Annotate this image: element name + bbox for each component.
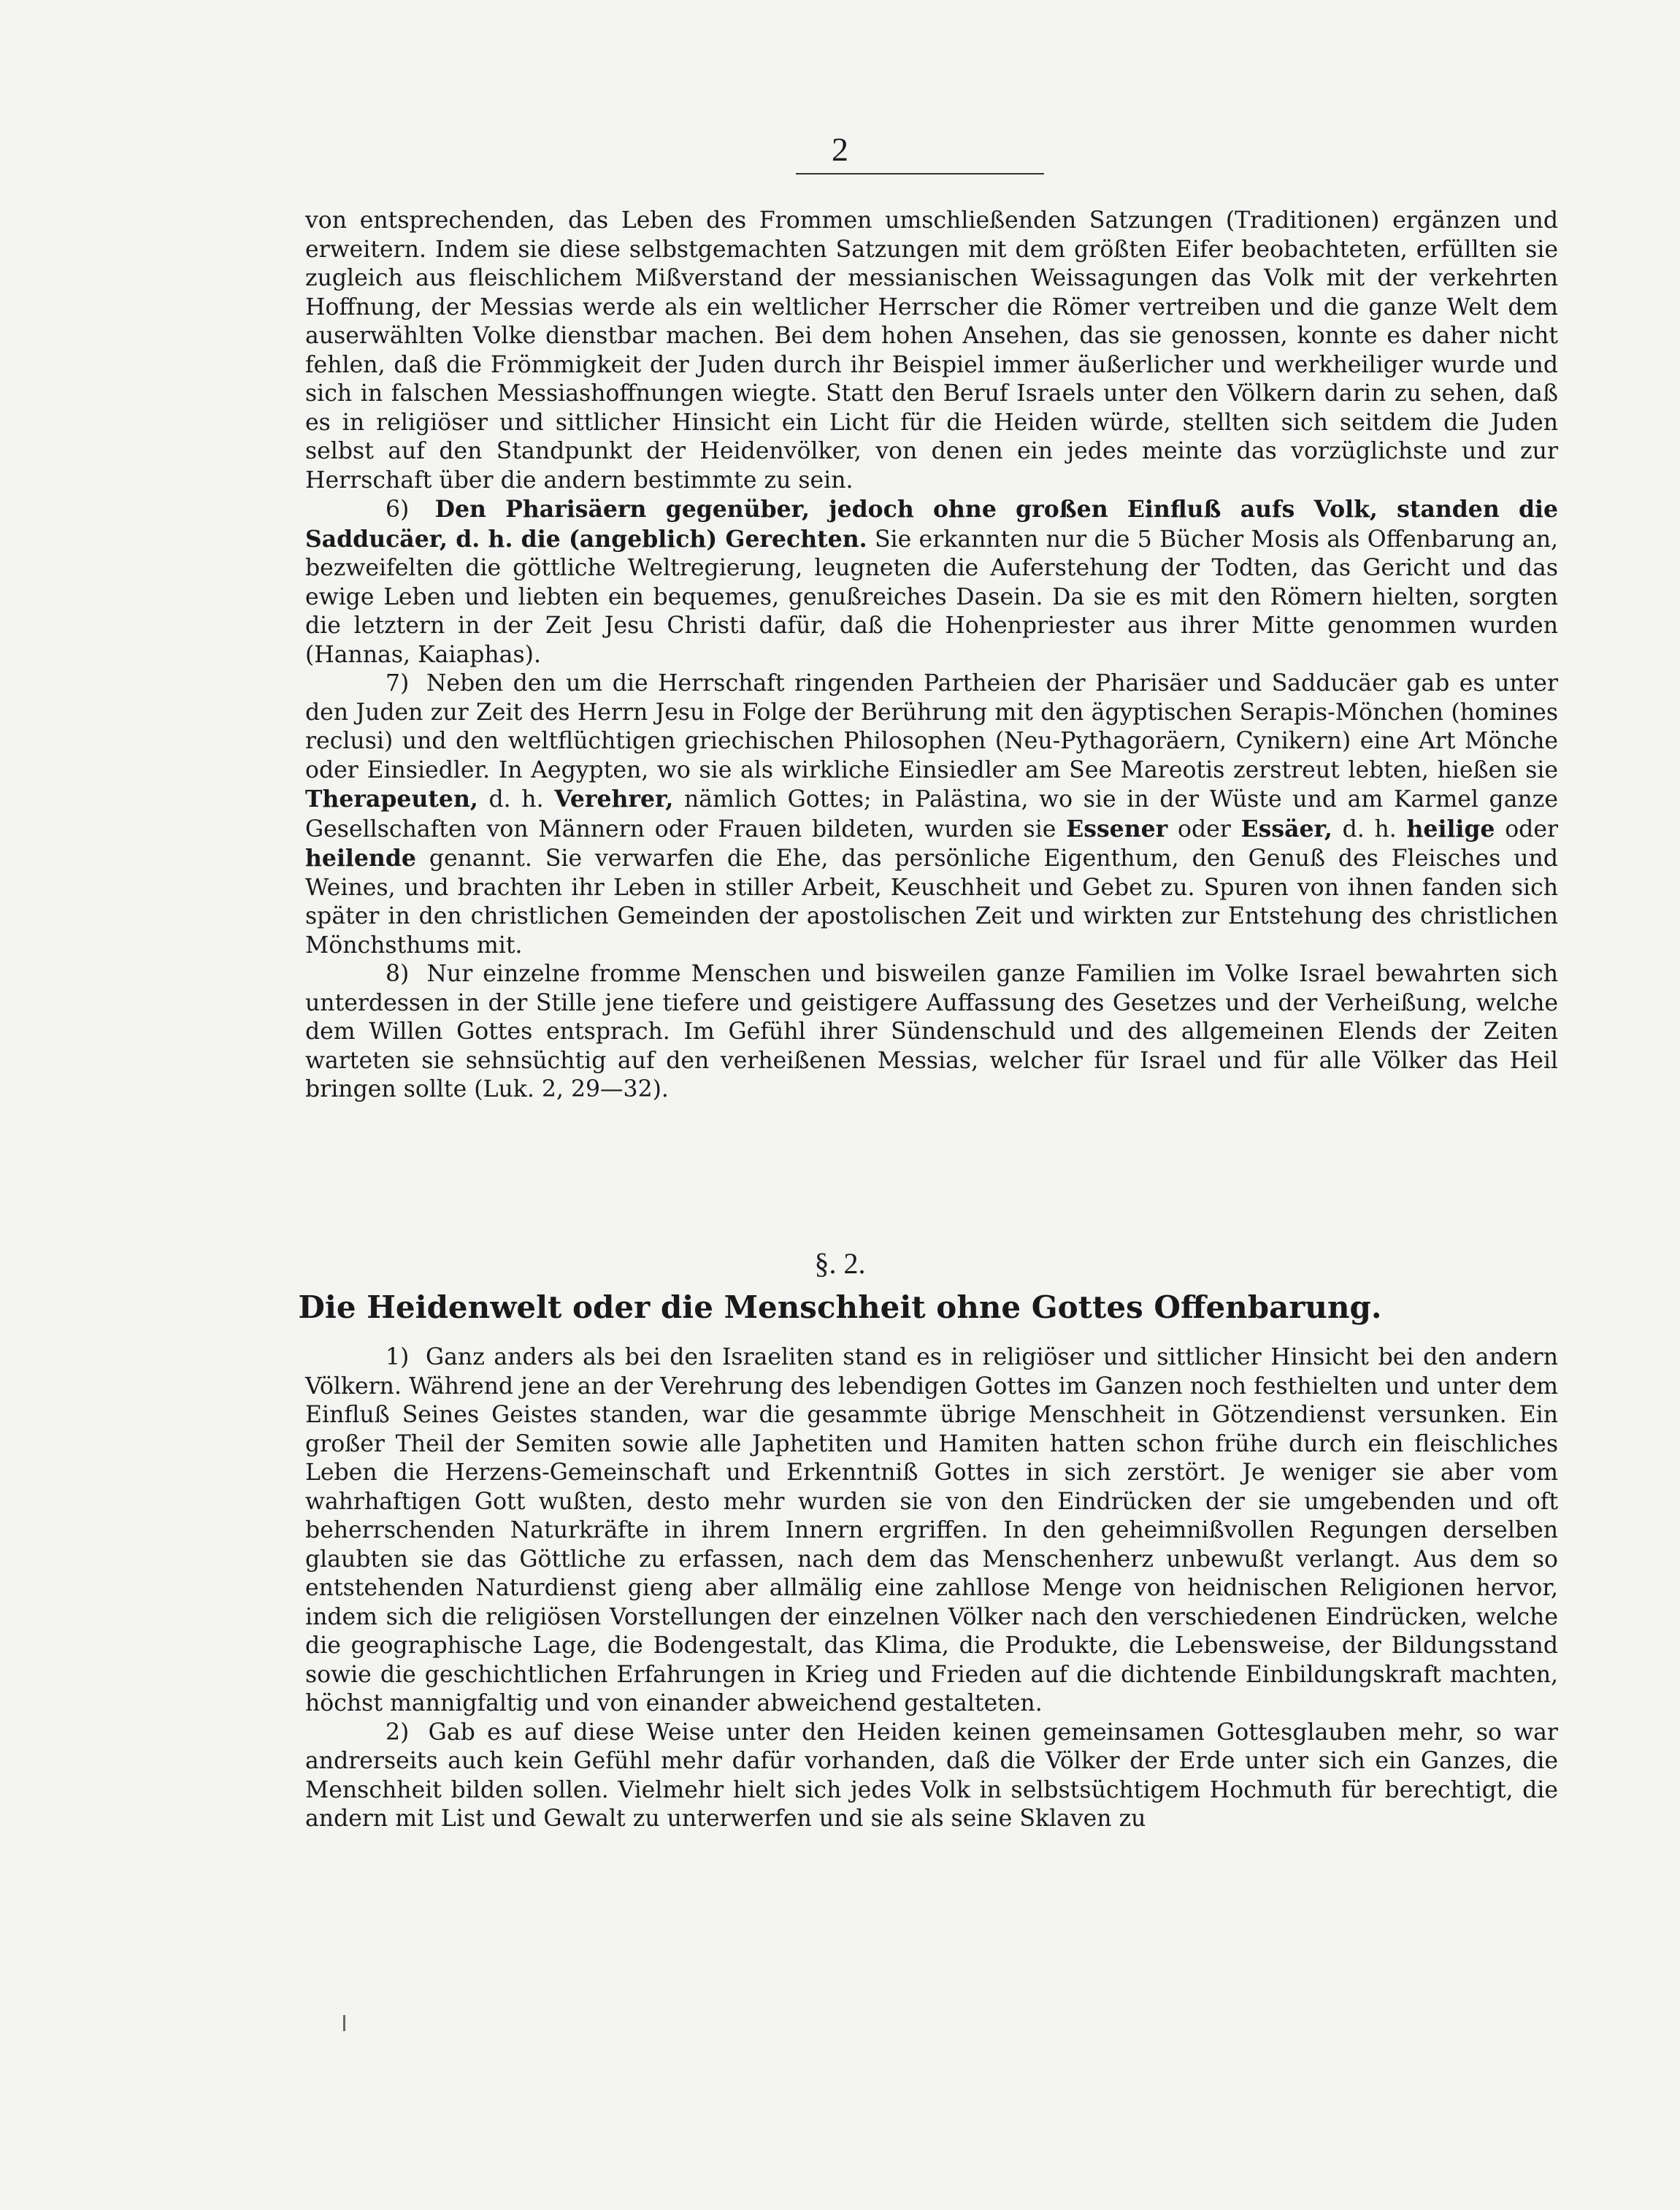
bold-term-essener: Essener bbox=[1066, 815, 1168, 843]
header-rule bbox=[796, 173, 1044, 174]
paragraph-text: oder bbox=[1505, 816, 1559, 843]
bold-term-heilende: heilende bbox=[305, 845, 416, 872]
paragraph-text: genannt. Sie verwarfen die Ehe, das persönliche Eigenthum, den Genuß des Fleisches und Weines, und brachten ihr Leben in stiller Arbeit, Keuschheit und Gebet zu. Spuren von ihnen fanden sich später in den christlichen Gemeinden der apostolischen Zeit und wirkten zur Entstehung des christlichen Mönchsthums mit. bbox=[305, 845, 1559, 959]
page-number: 2 bbox=[832, 131, 848, 168]
bold-phrase-sadducees: Den Pharisäern gegenüber, jedoch ohne großen Einfluß aufs Volk, standen die Sadducäer, d. h. die (angeblich) Gerechten. bbox=[305, 496, 1559, 553]
stray-ink-mark bbox=[343, 2015, 345, 2031]
paragraph-text: Nur einzelne fromme Menschen und bisweilen ganze Familien im Volke Israel bewahrten sich unterdessen in der Stille jene tiefere und geistigere Auffassung des Gesetzes und der Verheißung, welche dem Willen Gottes entsprach. Im Gefühl ihrer Sündenschuld und des allgemeinen Elends der Zeiten warteten sie sehnsüchtig auf den verheißenen Messias, welcher für Israel und für alle Völker das Heil bringen sollte (Luk. 2, 29—32). bbox=[305, 961, 1559, 1102]
paragraph-text: Ganz anders als bei den Israeliten stand es in religiöser und sittlicher Hinsicht bei den andern Völkern. Während jene an der Verehrung des lebendigen Gottes im Ganzen noch festhielten und unter dem Einfluß Seines Geistes standen, war die gesammte übrige Menschheit in Götzendienst versunken. Ein großer Theil der Semiten sowie alle Japhetiten und Hamiten hatten schon frühe durch ein fleischliches Leben die Herzens-Gemeinschaft und Erkenntniß Gottes in sich zerstört. Je weniger sie aber vom wahrhaftigen Gott wußten, desto mehr wurden sie von den Eindrücken der sie umgebenden und oft beherrschenden Naturkräfte in ihrem Innern ergriffen. In den geheimnißvollen Regungen derselben glaubten sie das Göttliche zu erfassen, nach dem das Menschenherz unbewußt verlangt. Aus dem so entstehenden Naturdienst gieng aber allmälig eine zahllose Menge von heidnischen Religionen hervor, indem sich die religiösen Vorstellungen der einzelnen Völker nach den verschiedenen Eindrücken, welche die geographische Lage, die Bodengestalt, das Klima, die Produkte, die Lebensweise, der Bildungsstand sowie die geschichtlichen Erfahrungen in Krieg und Frieden auf die dichtende Einbildungskraft machten, höchst mannigfaltig und von einander abweichend gestalteten. bbox=[305, 1344, 1559, 1716]
paragraph-number: 8) bbox=[386, 961, 410, 987]
paragraph-number: 2) bbox=[386, 1719, 410, 1746]
paragraph-intro: von entsprechenden, das Leben des Frommen umschließenden Satzungen (Traditionen) ergänzen und erweitern. Indem sie diese selbstgemachten Satzungen mit dem größten Eifer beobachteten, erfüllten sie zugleich aus fleischlichem Mißverstand der messianischen Weissagungen das Volk mit der verkehrten Hoffnung, der Messias werde als ein weltlicher Herrscher die Römer vertreiben und die ganze Welt dem auserwählten Volke dienstbar machen. Bei dem hohen Ansehen, das sie genossen, konnte es daher nicht fehlen, daß die Frömmigkeit der Juden durch ihr Beispiel immer äußerlicher und werkheiliger wurde und sich in falschen Messiashoffnungen wiegte. Statt den Beruf Israels unter den Völkern darin zu sehen, daß es in religiöser und sittlicher Hinsicht ein Licht für die Heiden würde, stellten sich seitdem die Juden selbst auf den Standpunkt der Heidenvölker, von denen ein jedes meinte das vorzüglichste und zur Herrschaft über die andern bestimmte zu sein. bbox=[305, 207, 1558, 494]
section-number: §. 2. bbox=[814, 1247, 866, 1280]
bold-term-therapeuten: Therapeuten, bbox=[305, 786, 478, 813]
paragraph-text: d. h. bbox=[1342, 816, 1397, 843]
paragraph-text: Neben den um die Herrschaft ringenden Partheien der Pharisäer und Sadducäer gab es unter den Juden zur Zeit des Herrn Jesu in Folge der Berührung mit den ägyptischen Serapis-Mönchen (homines reclusi) und den weltflüchtigen griechischen Philosophen (Neu-Pythagoräern, Cynikern) eine Art Mönche oder Einsiedler. In Aegypten, wo sie als wirkliche Einsiedler am See Mareotis zerstreut lebten, hießen sie bbox=[305, 670, 1559, 783]
paragraph-number: 7) bbox=[386, 670, 410, 697]
paragraph-text: nämlich Gottes; in Palästina, wo sie in der Wüste und am Karmel ganze Gesellschaften von Männern oder Frauen bildeten, wurden sie bbox=[305, 786, 1559, 843]
paragraph-8 bbox=[305, 960, 1558, 1105]
paragraph-text: Gab es auf diese Weise unter den Heiden keinen gemeinsamen Gottesglauben mehr, so war andrerseits auch kein Gefühl mehr dafür vorhanden, daß die Völker der Erde unter sich ein Ganzes, die Menschheit bilden sollen. Vielmehr hielt sich jedes Volk in selbstsüchtigem Hochmuth für berechtigt, die andern mit List und Gewalt zu unterwerfen und sie als seine Sklaven zu bbox=[305, 1719, 1558, 1832]
paragraph-text: oder bbox=[1178, 816, 1231, 843]
paragraph-section2-2 bbox=[305, 1719, 1558, 1834]
paragraph-text: d. h. bbox=[488, 786, 544, 813]
paragraph-6 bbox=[305, 495, 1558, 669]
bold-term-verehrer: Verehrer, bbox=[554, 786, 674, 813]
paragraph-number: 6) bbox=[386, 496, 410, 523]
section-title: Die Heidenwelt oder die Menschheit ohne Gottes Offenbarung. bbox=[298, 1289, 1382, 1325]
bold-term-essaeer: Essäer, bbox=[1240, 815, 1332, 843]
paragraph-number: 1) bbox=[386, 1344, 410, 1370]
paragraph-text: Sie erkannten nur die 5 Bücher Mosis als Offenbarung an, bezweifelten die göttliche Weltregierung, leugneten die Auferstehung der Todten, das Gericht und das ewige Leben und liebten ein bequemes, genußreiches Dasein. Da sie es mit den Römern hielten, sorgten die letztern in der Zeit Jesu Christi dafür, daß die Hohenpriester aus ihrer Mitte genommen wurden (Hannas, Kaiaphas). bbox=[305, 526, 1559, 668]
paragraph-7 bbox=[305, 669, 1558, 960]
text-block-upper bbox=[305, 207, 1558, 1105]
bold-term-heilige: heilige bbox=[1406, 815, 1495, 843]
paragraph-section2-1 bbox=[305, 1343, 1558, 1719]
text-block-lower bbox=[305, 1343, 1558, 1834]
